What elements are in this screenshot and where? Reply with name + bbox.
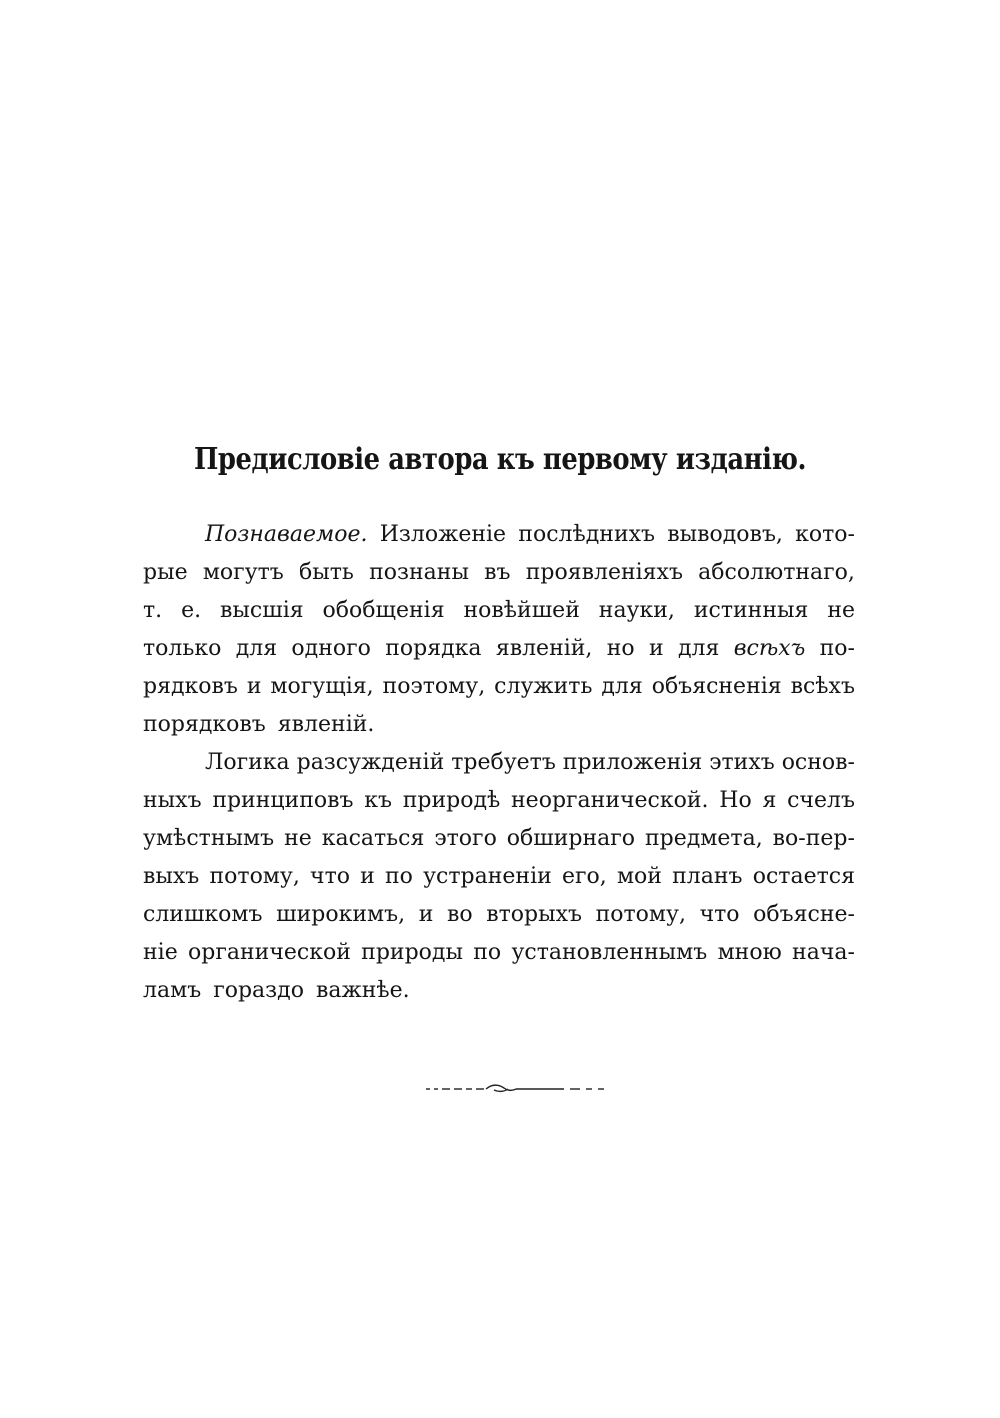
word: неорганической. bbox=[511, 788, 709, 813]
word: потому, bbox=[595, 902, 686, 927]
word: Но bbox=[719, 788, 752, 813]
text-line bbox=[143, 706, 855, 744]
word: одного bbox=[291, 636, 371, 661]
word: обширнаго bbox=[506, 826, 636, 851]
word: и bbox=[360, 864, 375, 889]
word: явленій, bbox=[495, 636, 593, 661]
word: послѣднихъ bbox=[518, 522, 656, 547]
paragraph bbox=[143, 744, 855, 1010]
word: для bbox=[677, 636, 720, 661]
word: этого bbox=[434, 826, 497, 851]
text-line bbox=[143, 630, 855, 668]
chapter-title: Предисловіе автора къ первому изданію. bbox=[193, 442, 807, 477]
word: объясненія bbox=[651, 674, 782, 699]
text-line bbox=[143, 858, 855, 896]
text-line bbox=[143, 782, 855, 820]
text-line bbox=[143, 516, 855, 554]
word: слишкомъ bbox=[143, 902, 263, 927]
emphasized-word: всѣхъ bbox=[733, 636, 806, 661]
emphasized-word: Познаваемое. bbox=[205, 522, 368, 547]
word: по bbox=[385, 864, 413, 889]
text-line bbox=[143, 668, 855, 706]
word: установленнымъ bbox=[511, 940, 708, 965]
text-line bbox=[143, 934, 855, 972]
word: вторыхъ bbox=[486, 902, 582, 927]
text-line bbox=[143, 592, 855, 630]
word: предмета, bbox=[644, 826, 763, 851]
text-line bbox=[143, 896, 855, 934]
word: познаны bbox=[369, 560, 469, 585]
word: но bbox=[606, 636, 635, 661]
text-line bbox=[143, 972, 855, 1010]
word: обобщенія bbox=[322, 598, 445, 623]
word: ніе bbox=[143, 940, 178, 965]
word: потому, bbox=[209, 864, 300, 889]
word: ныхъ bbox=[143, 788, 202, 813]
word: для bbox=[235, 636, 278, 661]
word: нача- bbox=[792, 940, 855, 965]
word: не bbox=[827, 598, 855, 623]
word: разсужденій bbox=[296, 750, 445, 775]
word: важнѣе. bbox=[315, 978, 410, 1003]
word: я bbox=[762, 788, 777, 813]
ornament-divider-icon bbox=[424, 1082, 608, 1094]
word: и bbox=[648, 636, 664, 661]
word: всѣхъ bbox=[790, 674, 855, 699]
word: порядка bbox=[385, 636, 482, 661]
word: истинныя bbox=[693, 598, 809, 623]
word: приложенія bbox=[562, 750, 703, 775]
word: устраненіи bbox=[423, 864, 552, 889]
word: рядковъ bbox=[143, 674, 238, 699]
word: Изложеніе bbox=[379, 522, 507, 547]
word: новѣйшей bbox=[463, 598, 580, 623]
text-line bbox=[143, 744, 855, 782]
word: абсолютнаго, bbox=[698, 560, 855, 585]
word: высшія bbox=[220, 598, 304, 623]
word: проявленіяхъ bbox=[525, 560, 683, 585]
text-line bbox=[143, 554, 855, 592]
word: объясне- bbox=[753, 902, 855, 927]
word: природы bbox=[361, 940, 463, 965]
word: рые bbox=[143, 560, 188, 585]
word: органической bbox=[188, 940, 351, 965]
word: въ bbox=[484, 560, 511, 585]
word: основ- bbox=[781, 750, 855, 775]
text-line bbox=[143, 820, 855, 858]
word: кото- bbox=[795, 522, 855, 547]
word: поэтому, bbox=[382, 674, 486, 699]
word: и bbox=[418, 902, 434, 927]
word: науки, bbox=[598, 598, 675, 623]
word: во bbox=[446, 902, 473, 927]
word: быть bbox=[299, 560, 354, 585]
word: требуетъ bbox=[451, 750, 556, 775]
word: широкимъ, bbox=[276, 902, 406, 927]
word: гораздо bbox=[213, 978, 304, 1003]
word: ламъ bbox=[143, 978, 202, 1003]
word: порядковъ bbox=[143, 712, 266, 737]
word: только bbox=[143, 636, 222, 661]
word: явленій. bbox=[277, 712, 375, 737]
paragraph bbox=[143, 516, 855, 744]
word: что bbox=[699, 902, 740, 927]
word: принциповъ bbox=[212, 788, 354, 813]
preface-text bbox=[143, 516, 855, 1010]
word: къ bbox=[364, 788, 392, 813]
word: планъ bbox=[672, 864, 743, 889]
word: не bbox=[284, 826, 312, 851]
word: по- bbox=[819, 636, 855, 661]
word: по bbox=[473, 940, 502, 965]
word: служить bbox=[494, 674, 593, 699]
word: природѣ bbox=[402, 788, 501, 813]
word: остается bbox=[752, 864, 855, 889]
word: умѣстнымъ bbox=[143, 826, 275, 851]
word: счелъ bbox=[787, 788, 855, 813]
word: могутъ bbox=[202, 560, 284, 585]
word: для bbox=[601, 674, 643, 699]
word: и bbox=[246, 674, 262, 699]
word: е. bbox=[181, 598, 202, 623]
word: мой bbox=[616, 864, 662, 889]
word: Логика bbox=[205, 750, 290, 775]
word: могущія, bbox=[270, 674, 374, 699]
word: касаться bbox=[321, 826, 425, 851]
word: т. bbox=[143, 598, 163, 623]
word: во-пер- bbox=[772, 826, 855, 851]
word: выхъ bbox=[143, 864, 200, 889]
word: его, bbox=[561, 864, 607, 889]
word: что bbox=[310, 864, 350, 889]
word: этихъ bbox=[709, 750, 775, 775]
word: выводовъ, bbox=[667, 522, 783, 547]
word: мною bbox=[717, 940, 782, 965]
